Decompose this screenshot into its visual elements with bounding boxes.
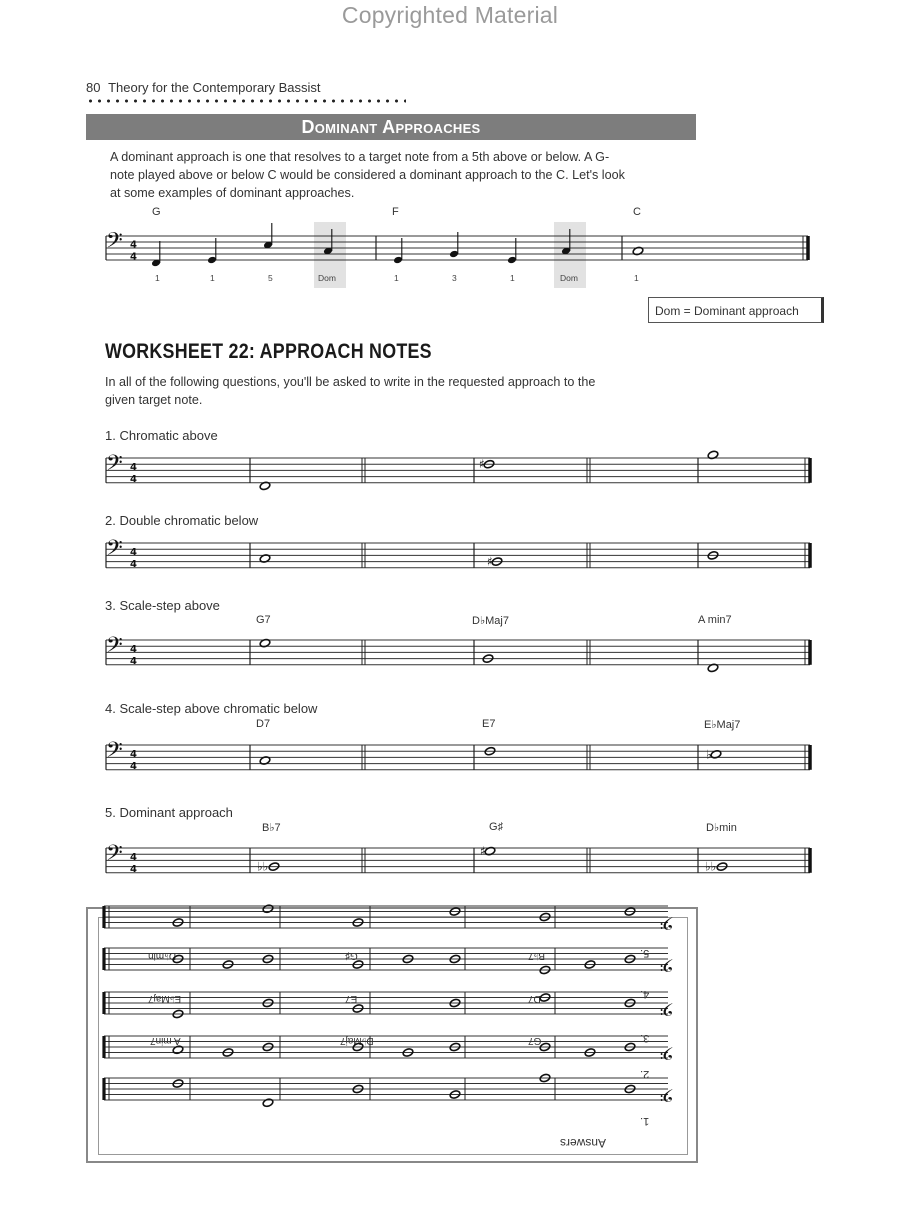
example-chord: F [392,206,399,218]
accidental: ♯ [479,457,485,472]
question-chord: D♭min [706,822,737,834]
time-sig: 4 [130,461,137,473]
answer-note [262,904,274,914]
answer-chord: E♭Maj7 [148,993,182,1004]
time-sig: 4 [130,239,137,251]
time-sig: 4 [130,748,137,760]
answer-chord: A min7 [150,1035,181,1046]
bass-clef-icon: 𝄢 [659,1079,674,1105]
copyright-watermark: Copyrighted Material [341,2,559,28]
question-chord: B♭7 [262,822,281,834]
answer-row-label: 4. [640,988,650,1000]
answer-row-label: 2. [640,1068,650,1080]
answer-chord: B♭7 [528,950,545,961]
time-sig: 4 [130,864,137,876]
question-label: 2. Double chromatic below [105,513,259,528]
accidental: ♭ [706,747,712,762]
time-sig: 4 [130,761,137,773]
time-sig: 4 [130,251,137,263]
bass-clef-icon: 𝄢 [106,451,123,482]
question-chord: D7 [256,718,271,730]
answer-chord: D♭min [148,950,177,961]
note-label: 5 [268,273,273,283]
answer-chord: G♯ [345,950,358,961]
answer-chord: G7 [528,1035,542,1046]
answer-row-label: 1. [640,1115,650,1127]
bass-clef-icon: 𝄢 [106,228,123,259]
time-sig: 4 [130,546,137,558]
answer-chord: E7 [345,993,358,1004]
intro-line: given target note. [105,393,203,407]
note-label: 3 [452,273,457,283]
bass-clef-icon: 𝄢 [659,949,674,975]
question-chord: D♭Maj7 [472,615,509,627]
answer-row-label: 5. [640,947,650,959]
page-number: 80 [86,80,101,95]
note-label: Dom [318,273,336,283]
time-sig: 4 [130,643,137,655]
answers-title: Answers [560,1136,607,1150]
question-label: 4. Scale-step above chromatic below [105,701,318,716]
time-sig: 4 [130,656,137,668]
time-sig: 4 [130,559,137,571]
note-label: 1 [510,273,515,283]
question-chord: G♯ [489,821,504,833]
answer-chord: D♭Maj7 [340,1035,374,1046]
accidental: ♭♭ [705,859,717,874]
worksheet-title: WORKSHEET 22: APPROACH NOTES [105,340,432,363]
question-chord: A min7 [698,614,732,626]
legend-box: Dom = Dominant approach [648,297,824,323]
question-chord: G7 [256,614,271,626]
time-sig: 4 [130,474,137,486]
accidental: ♭♭ [257,859,269,874]
example-chord: C [633,206,641,218]
bass-clef-icon: 𝄢 [659,907,674,933]
accidental: ♯ [480,844,486,859]
answer-chord: D7 [528,993,541,1004]
example-chord: G [152,206,161,218]
bass-clef-icon: 𝄢 [659,1037,674,1063]
intro-line: note played above or below C would be considered a dominant approach to the C. Let's look [110,168,625,182]
note-label: 1 [634,273,639,283]
bass-clef-icon: 𝄢 [106,633,123,664]
answer-note [172,1045,184,1055]
question-label: 1. Chromatic above [105,428,218,443]
answer-note [262,1098,274,1108]
question-chord: E7 [482,718,496,730]
intro-line: A dominant approach is one that resolves to a target note from a 5th above or below. A G- [110,150,610,164]
note-label: Dom [560,273,578,283]
intro-line: In all of the following questions, you'll be asked to write in the requested approach to the [105,375,596,389]
bass-clef-icon: 𝄢 [106,738,123,769]
section-title: Dominant Approaches [86,114,696,140]
book-title: Theory for the Contemporary Bassist [108,80,321,95]
note-label: 1 [394,273,399,283]
answer-row-label: 3. [640,1032,650,1044]
bass-clef-icon: 𝄢 [106,841,123,872]
time-sig: 4 [130,851,137,863]
note-label: 1 [210,273,215,283]
intro-line: at some examples of dominant approaches. [110,186,355,200]
question-label: 5. Dominant approach [105,805,233,820]
bass-clef-icon: 𝄢 [659,993,674,1019]
accidental: ♯ [487,554,493,569]
note-label: 1 [155,273,160,283]
bass-clef-icon: 𝄢 [106,536,123,567]
question-chord: E♭Maj7 [704,719,741,731]
question-label: 3. Scale-step above [105,598,220,613]
